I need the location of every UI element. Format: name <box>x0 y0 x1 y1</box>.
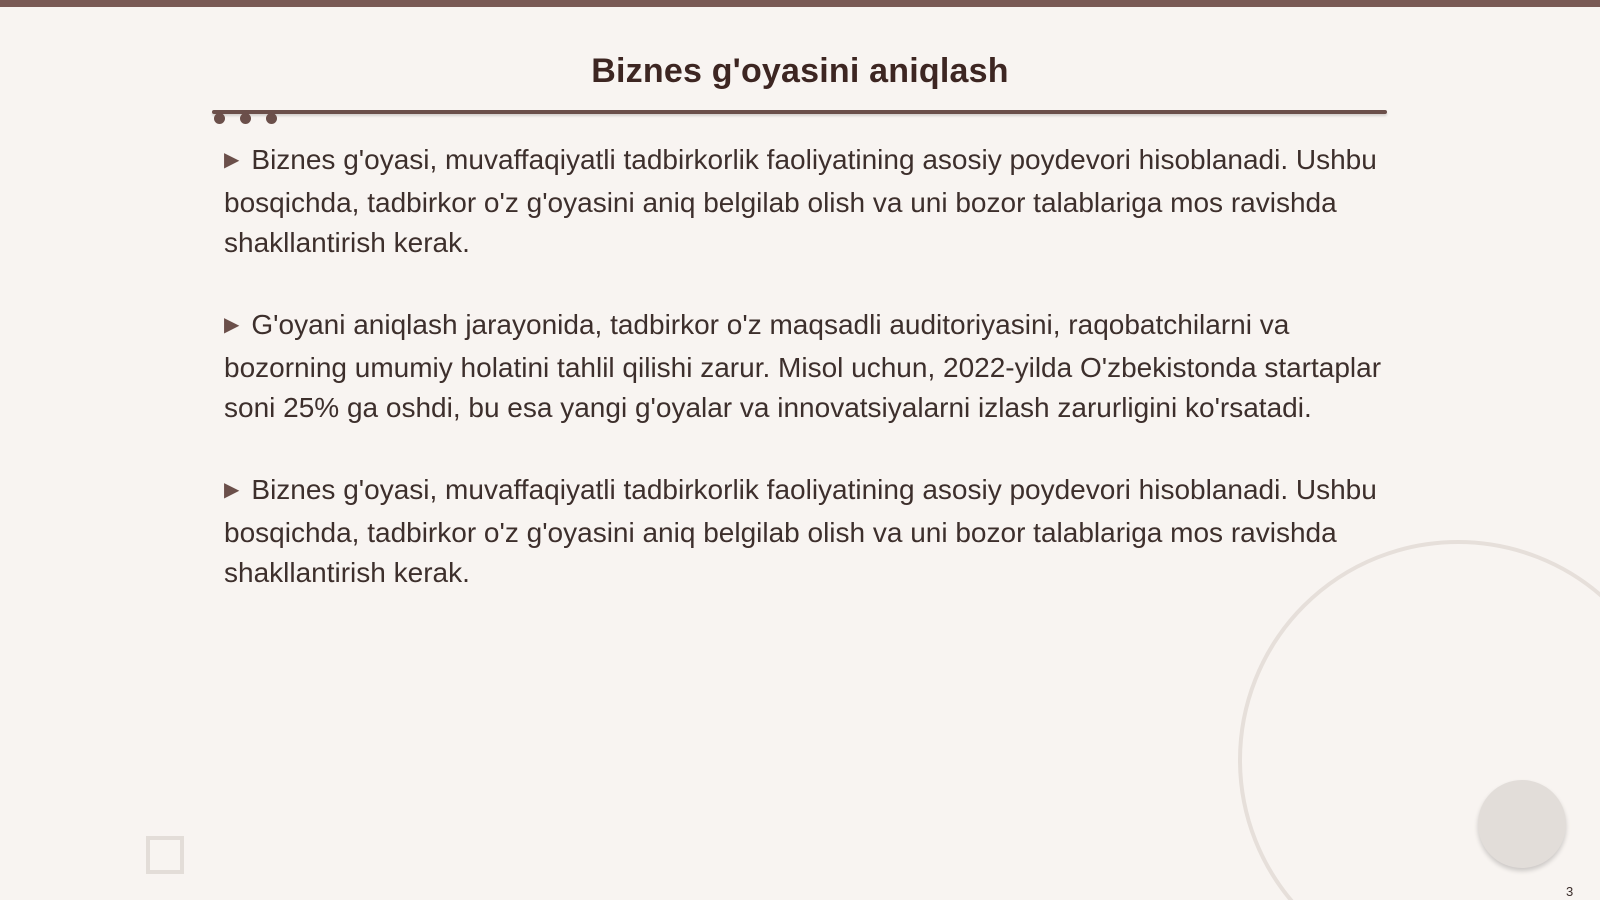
bullet-paragraph-3 <box>224 470 1384 593</box>
bullet-list <box>224 140 1384 635</box>
decorative-circle <box>1478 780 1566 868</box>
decorative-dot <box>240 113 251 124</box>
paragraph-text: Biznes g'oyasi, muvaffaqiyatli tadbirkorlik faoliyatining asosiy poydevori hisoblanadi. Ushbu bosqichda, tadbirkor o'z g'oyasini aniq belgilab olish va uni bozor talablariga mos ravishda shakllantirish kerak. <box>224 474 1377 588</box>
title-underline <box>212 110 1387 114</box>
paragraph-text: Biznes g'oyasi, muvaffaqiyatli tadbirkorlik faoliyatining asosiy poydevori hisoblanadi. Ushbu bosqichda, tadbirkor o'z g'oyasini aniq belgilab olish va uni bozor talablariga mos ravishda shakllantirish kerak. <box>224 144 1377 258</box>
triangle-bullet-icon: ▶ <box>224 314 240 336</box>
slide-title: Biznes g'oyasini aniqlash <box>591 52 1009 90</box>
decorative-square <box>146 836 184 874</box>
paragraph-text: G'oyani aniqlash jarayonida, tadbirkor o'z maqsadli auditoriyasini, raqobatchilarni va bozorning umumiy holatini tahlil qilishi zarur. Misol uchun, 2022-yilda O'zbekistonda startaplar soni 25% ga oshdi, bu esa yangi g'oyalar va innovatsiyalarni izlash zarurligini ko'rsatadi. <box>224 309 1382 423</box>
bullet-paragraph-1 <box>224 140 1384 263</box>
decorative-dot <box>214 113 225 124</box>
top-accent-bar <box>0 0 1600 7</box>
triangle-bullet-icon: ▶ <box>224 479 240 501</box>
decorative-dot <box>266 113 277 124</box>
bullet-paragraph-2 <box>224 305 1384 428</box>
page-number: 3 <box>1566 884 1574 899</box>
triangle-bullet-icon: ▶ <box>224 149 240 171</box>
